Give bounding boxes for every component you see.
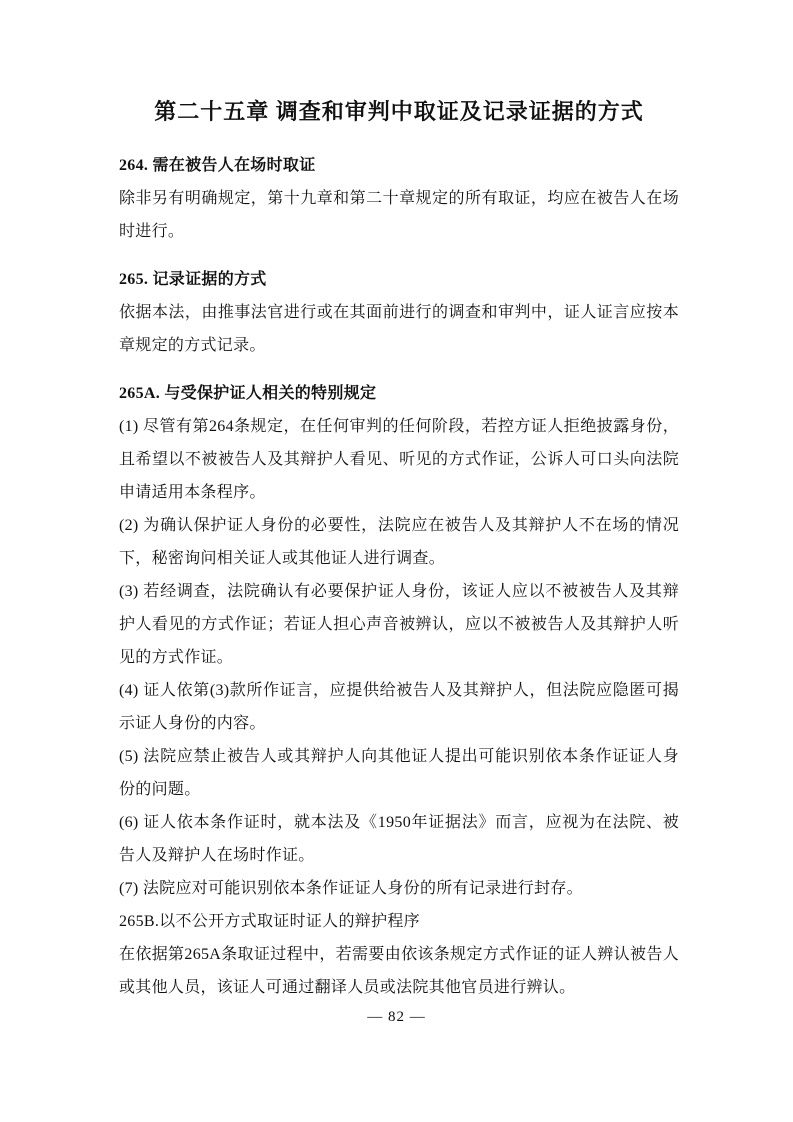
section-265a xyxy=(119,377,679,905)
section-265b-heading: 265B.以不公开方式取证时证人的辩护程序 xyxy=(119,913,420,930)
section-265b-paragraph: 在依据第265A条取证过程中，若需要由依该条规定方式作证的证人辨认被告人或其他人员，该证人可通过翻译人员或法院其他官员进行辨认。 xyxy=(119,946,679,996)
section-265-heading: 265. 记录证据的方式 xyxy=(119,271,267,288)
section-265a-clause-5: (5) 法院应禁止被告人或其辩护人向其他证人提出可能识别依本条作证证人身份的问题。 xyxy=(119,748,679,798)
section-265a-clause-6: (6) 证人依本条作证时，就本法及《1950年证据法》而言，应视为在法院、被告人及辩护人在场时作证。 xyxy=(119,814,679,864)
section-265-paragraph: 依据本法，由推事法官进行或在其面前进行的调查和审判中，证人证言应按本章规定的方式记录。 xyxy=(119,304,679,354)
section-265a-clause-4: (4) 证人依第(3)款所作证言，应提供给被告人及其辩护人，但法院应隐匿可揭示证人身份的内容。 xyxy=(119,682,679,732)
section-265a-clause-1: (1) 尽管有第264条规定，在任何审判的任何阶段，若控方证人拒绝披露身份，且希望以不被被告人及其辩护人看见、听见的方式作证，公诉人可口头向法院申请适用本条程序。 xyxy=(119,418,679,501)
page-content xyxy=(119,97,679,1004)
section-265b xyxy=(119,905,679,1004)
section-264-heading: 264. 需在被告人在场时取证 xyxy=(119,157,316,174)
section-265 xyxy=(119,263,679,362)
chapter-title: 第二十五章 调查和审判中取证及记录证据的方式 xyxy=(154,99,644,124)
section-264 xyxy=(119,149,679,248)
section-265a-clause-2: (2) 为确认保护证人身份的必要性，法院应在被告人及其辩护人不在场的情况下，秘密询问相关证人或其他证人进行调查。 xyxy=(119,517,679,567)
section-265a-clause-7: (7) 法院应对可能识别依本条作证证人身份的所有记录进行封存。 xyxy=(119,880,583,897)
section-265a-clause-3: (3) 若经调查，法院确认有必要保护证人身份，该证人应以不被被告人及其辩护人看见的方式作证；若证人担心声音被辨认，应以不被被告人及其辩护人听见的方式作证。 xyxy=(119,583,679,666)
section-265a-heading: 265A. 与受保护证人相关的特别规定 xyxy=(119,385,377,402)
section-264-paragraph: 除非另有明确规定，第十九章和第二十章规定的所有取证，均应在被告人在场时进行。 xyxy=(119,190,679,240)
page-number: — 82 — xyxy=(367,1009,426,1025)
